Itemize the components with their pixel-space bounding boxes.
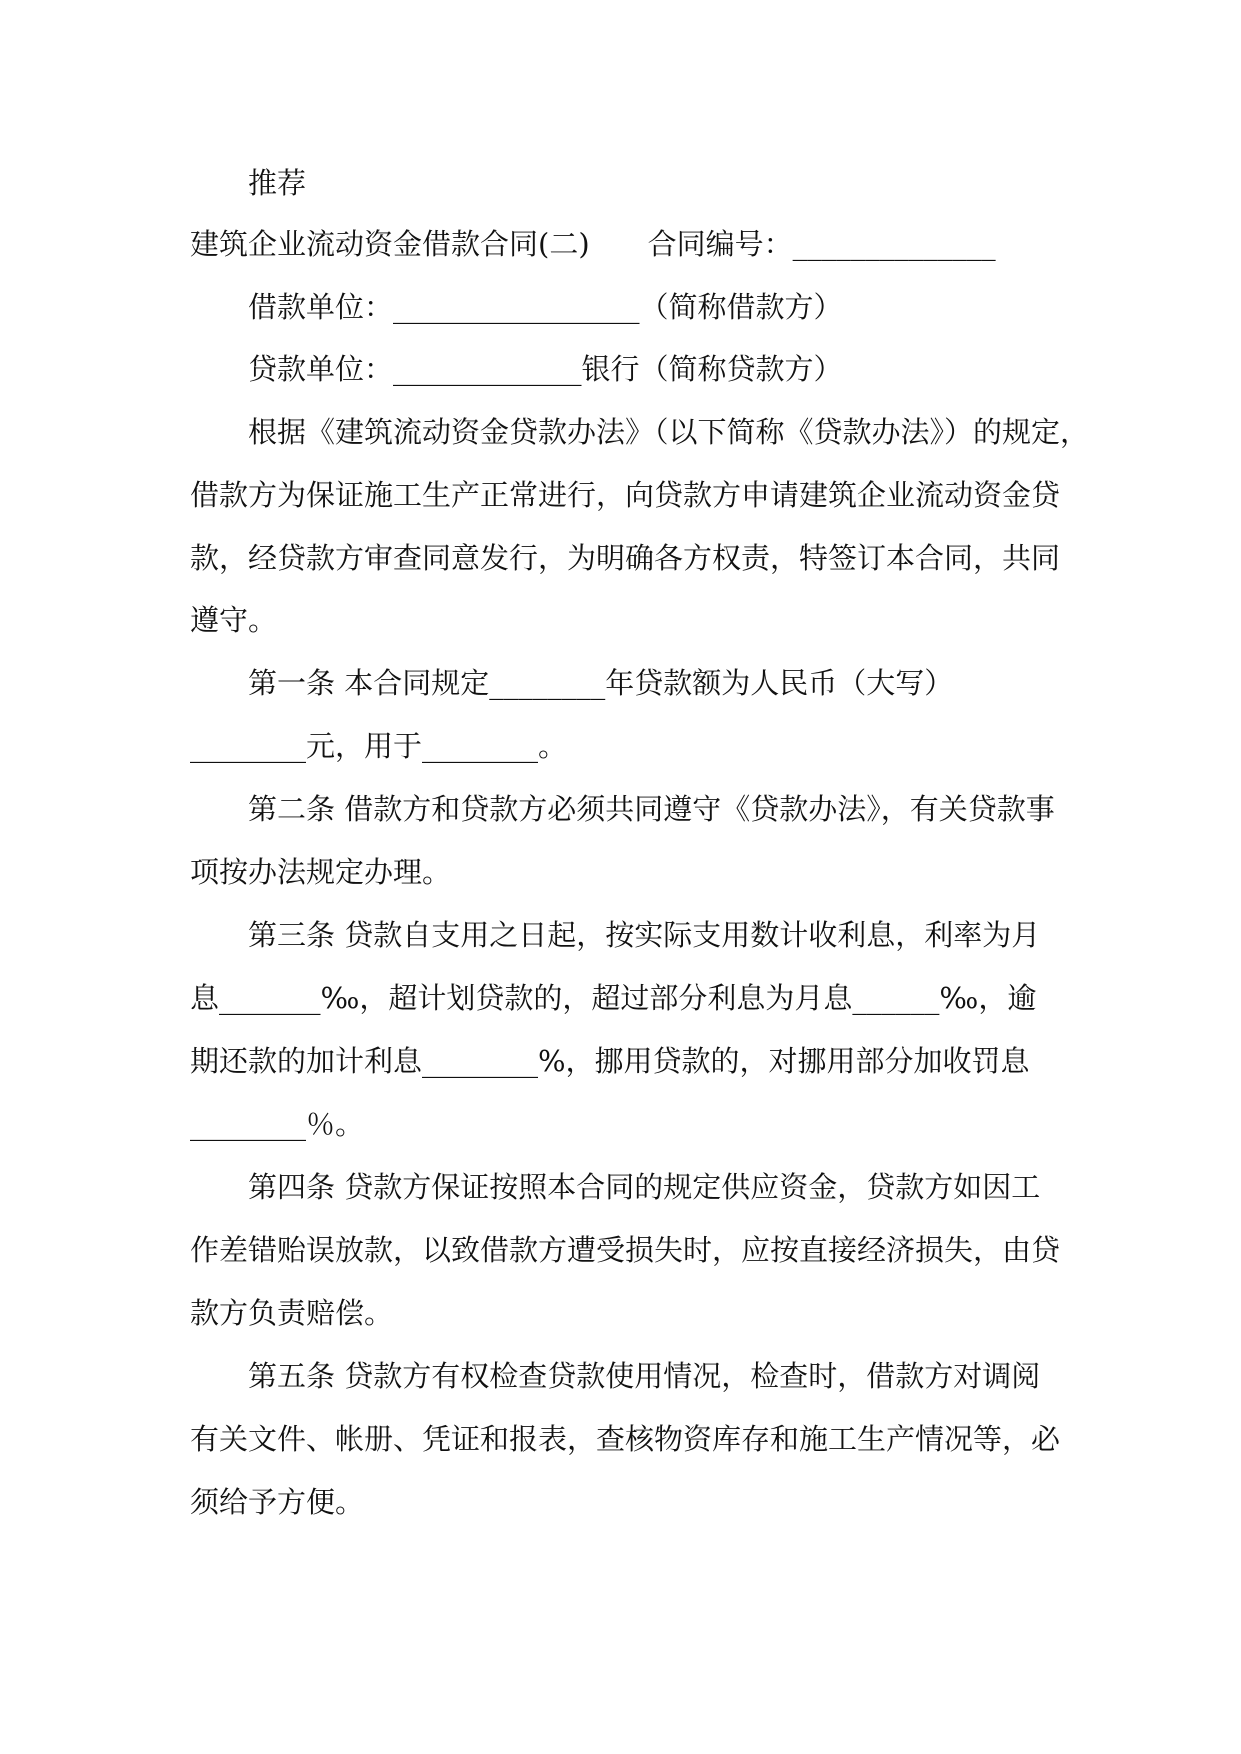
article-1-line-1: 第一条 本合同规定________年贷款额为人民币（大写）	[248, 666, 954, 700]
borrower-line: 借款单位：_________________（简称借款方）	[248, 290, 843, 324]
article-1-line-2: ________元，用于________。	[190, 729, 568, 763]
preamble-line-2: 借款方为保证施工生产正常进行，向贷款方申请建筑企业流动资金贷	[190, 478, 1061, 512]
article-5-line-3: 须给予方便。	[190, 1485, 365, 1519]
article-3-line-2: 息_______‰，超计划贷款的，超过部分利息为月息______‰，逾	[190, 981, 1037, 1015]
contract-title-line: 建筑企业流动资金借款合同(二) 合同编号：______________	[190, 227, 996, 261]
preamble-line-4: 遵守。	[190, 603, 278, 637]
article-2-line-2: 项按办法规定办理。	[190, 855, 452, 889]
article-3-line-3: 期还款的加计利息________%，挪用贷款的，对挪用部分加收罚息	[190, 1044, 1030, 1078]
preamble-line-1: 根据《建筑流动资金贷款办法》（以下简称《贷款办法》）的规定，	[248, 415, 1090, 449]
preamble-line-3: 款，经贷款方审查同意发行，为明确各方权责，特签订本合同，共同	[190, 541, 1061, 575]
article-4-line-1: 第四条 贷款方保证按照本合同的规定供应资金，贷款方如因工	[248, 1170, 1041, 1204]
article-5-line-2: 有关文件、帐册、凭证和报表，查核物资库存和施工生产情况等，必	[190, 1422, 1061, 1456]
article-5-line-1: 第五条 贷款方有权检查贷款使用情况，检查时，借款方对调阅	[248, 1359, 1041, 1393]
recommend-label: 推荐	[248, 166, 307, 200]
article-3-line-1: 第三条 贷款自支用之日起，按实际支用数计收利息，利率为月	[248, 918, 1041, 952]
lender-line: 贷款单位：_____________银行（简称贷款方）	[248, 352, 843, 386]
article-3-line-4: ________％。	[190, 1107, 365, 1141]
article-4-line-2: 作差错贻误放款，以致借款方遭受损失时，应按直接经济损失，由贷	[190, 1233, 1061, 1267]
article-2-line-1: 第二条 借款方和贷款方必须共同遵守《贷款办法》，有关贷款事	[248, 792, 1055, 826]
article-4-line-3: 款方负责赔偿。	[190, 1296, 394, 1330]
